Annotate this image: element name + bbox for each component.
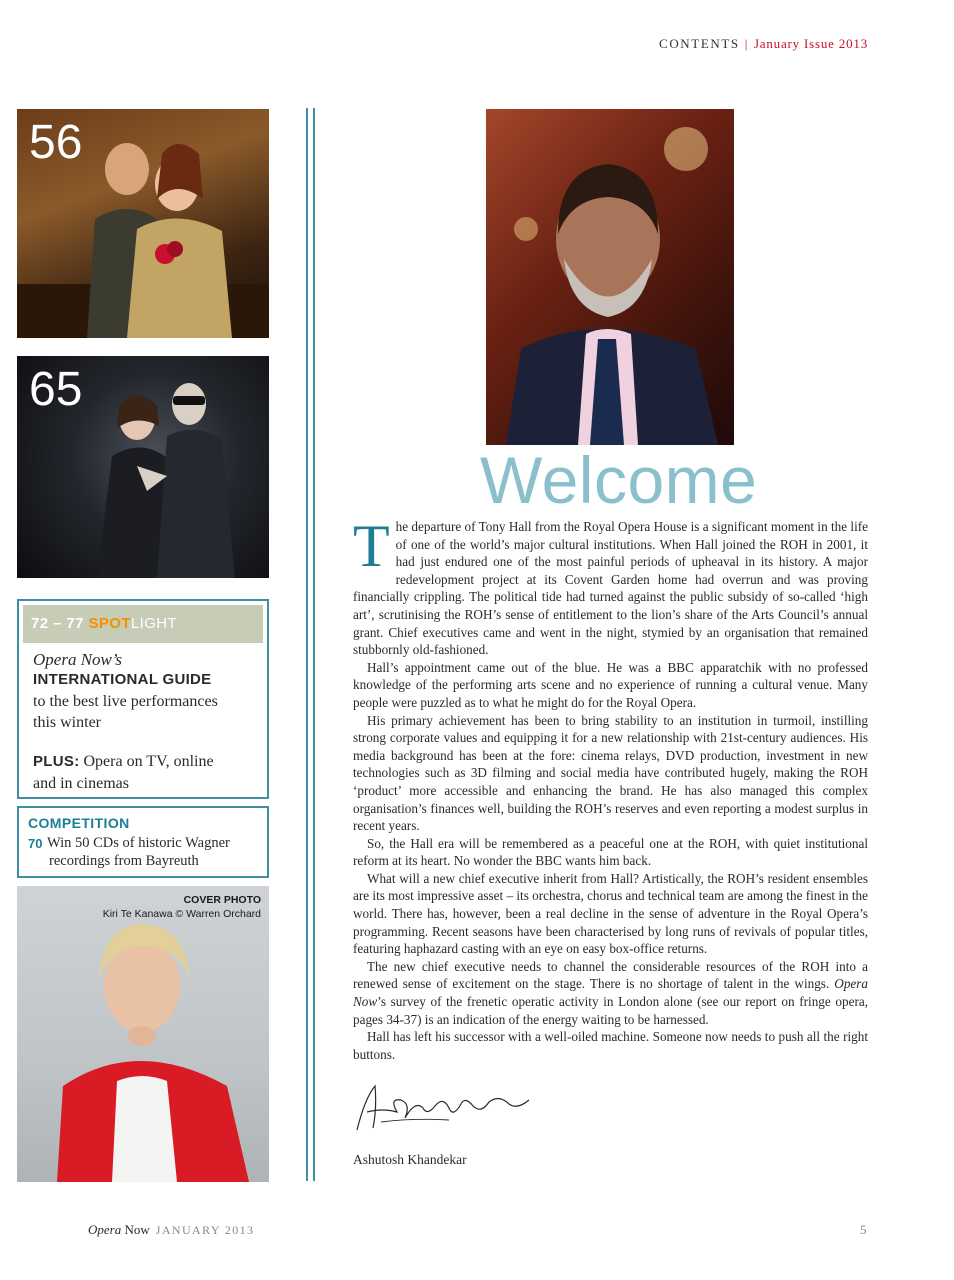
competition-page: 70 xyxy=(28,836,43,851)
cover-portrait-illustration xyxy=(17,886,269,1182)
article-paragraph-2: Hall’s appointment came out of the blue. He was a BBC apparatchik with no professed knowledge of the performing arts scene and no experience of running a cultural venue. Many people were puzzled as to what he might do for the Royal Opera. xyxy=(353,659,868,710)
article-paragraph-1 xyxy=(353,513,868,659)
cover-photo-label: COVER PHOTO xyxy=(183,894,261,906)
article-paragraph-4: So, the Hall era will be remembered as a peaceful one at the ROH, with quiet institutional reform at its heart. No wonder the BBC wants him back. xyxy=(353,835,868,869)
article-paragraph-7: Hall has left his successor with a well-oiled machine. Someone now needs to push all the right buttons. xyxy=(353,1029,868,1062)
competition-line-1: Win 50 CDs of historic Wagner xyxy=(47,835,230,851)
column-divider-right xyxy=(313,108,315,1181)
author-name: Ashutosh Khandekar xyxy=(353,1152,467,1167)
cover-photo-credit: Kiri Te Kanawa © Warren Orchard xyxy=(102,908,261,920)
paragraph-6-italic: Opera Now xyxy=(353,976,868,1010)
guide-title: INTERNATIONAL GUIDE xyxy=(33,671,212,688)
author-signature xyxy=(353,1078,533,1138)
plus-line xyxy=(33,753,214,771)
footer-brand-rest: Now xyxy=(121,1222,150,1237)
article-paragraph-3: His primary achievement has been to bring stability to an institution in turmoil, instilling strong corporate values and equipping it for a new relationship with 21st-century audiences. His media background has been at the fore: cinema relays, DVD production, investment in new technologies such as 3D filming and social media have contributed hugely, making the ROH ‘product’ more accessible and enhancing the brand. He has also managed this complex organisation’s finances well, building the ROH’s reserves and even reporting a modest surplus in recent years. xyxy=(353,712,868,834)
spotlight-header xyxy=(23,605,263,643)
competition-line-2: recordings from Bayreuth xyxy=(49,853,199,869)
paragraph-6-post: ’s survey of the frenetic operatic activity in London alone (see our report on fringe opera, pages 34-37) is an indication of the energy waiting to be harnessed. xyxy=(353,994,868,1027)
footer-publication xyxy=(88,1222,254,1238)
footer-brand-italic: Opera xyxy=(88,1222,122,1237)
spotlight-pages: 72 – 77 xyxy=(31,615,84,632)
plus-text: Opera on TV, online xyxy=(79,753,214,770)
article-body xyxy=(353,513,868,1063)
feature-photo-56[interactable] xyxy=(17,109,269,338)
plus-label: PLUS: xyxy=(33,753,80,770)
page-number-65: 65 xyxy=(29,363,83,416)
magazine-name: Opera Now xyxy=(33,650,112,669)
guide-magazine xyxy=(33,650,122,670)
cover-photo[interactable] xyxy=(17,886,269,1182)
plus-line-2: and in cinemas xyxy=(33,775,129,792)
guide-line-2: this winter xyxy=(33,714,101,731)
guide-line-1: to the best live performances xyxy=(33,693,218,710)
page-number-56: 56 xyxy=(29,116,83,169)
spotlight-box[interactable] xyxy=(17,599,269,799)
feature-photo-65[interactable] xyxy=(17,356,269,578)
magazine-suffix: ’s xyxy=(111,650,122,669)
running-head xyxy=(659,36,868,52)
competition-box[interactable] xyxy=(17,806,269,878)
article-title: Welcome xyxy=(480,443,758,517)
column-divider-left xyxy=(306,108,308,1181)
section-label: CONTENTS xyxy=(659,36,740,51)
article-paragraph-6 xyxy=(353,958,868,1028)
issue-label: January Issue 2013 xyxy=(753,36,868,51)
page-number: 5 xyxy=(860,1222,867,1237)
spotlight-highlight: SPOT xyxy=(88,615,131,632)
paragraph-1-text: he departure of Tony Hall from the Royal Opera House is a significant moment in the life of one of the world’s major cultural institutions. When Hall joined the ROH in 2001, it had just endured one of the most painful periods of upheaval in its history. A major redevelopment project at its Covent Garden home had overrun and was proving financially crippling. The political tide had turned against the public subsidy of so-called ‘high art’, scrutinising the ROH’s sense of entitlement to the lion’s share of the Arts Council’s annual grant. Chief executives came and went in the night, stymied by an organisation that remained stubbornly old-fashioned. xyxy=(353,519,868,658)
spotlight-rest: LIGHT xyxy=(130,615,178,632)
editor-portrait-illustration xyxy=(486,109,734,445)
article-paragraph-5: What will a new chief executive inherit from Hall? Artistically, the ROH’s resident ensembles are its most impressive asset – its orchestra, chorus and technical team are among the finest in the world. There has, however, been a real decline in the sense of adventure in the Royal Opera’s programming. Recent seasons have been characterised by long runs of revivals of popular titles, featuring haphazard casting with an eye on easy box-office returns. xyxy=(353,870,868,957)
footer-date: JANUARY 2013 xyxy=(155,1223,255,1237)
competition-title: COMPETITION xyxy=(28,815,130,831)
separator: | xyxy=(744,36,749,51)
editor-portrait xyxy=(486,109,734,445)
drop-cap: T xyxy=(353,513,390,579)
paragraph-6-pre: The new chief executive needs to channel the considerable resources of the ROH into a renewed sense of excitement on the stage. There is no shortage of talent in the wings. xyxy=(353,958,868,992)
